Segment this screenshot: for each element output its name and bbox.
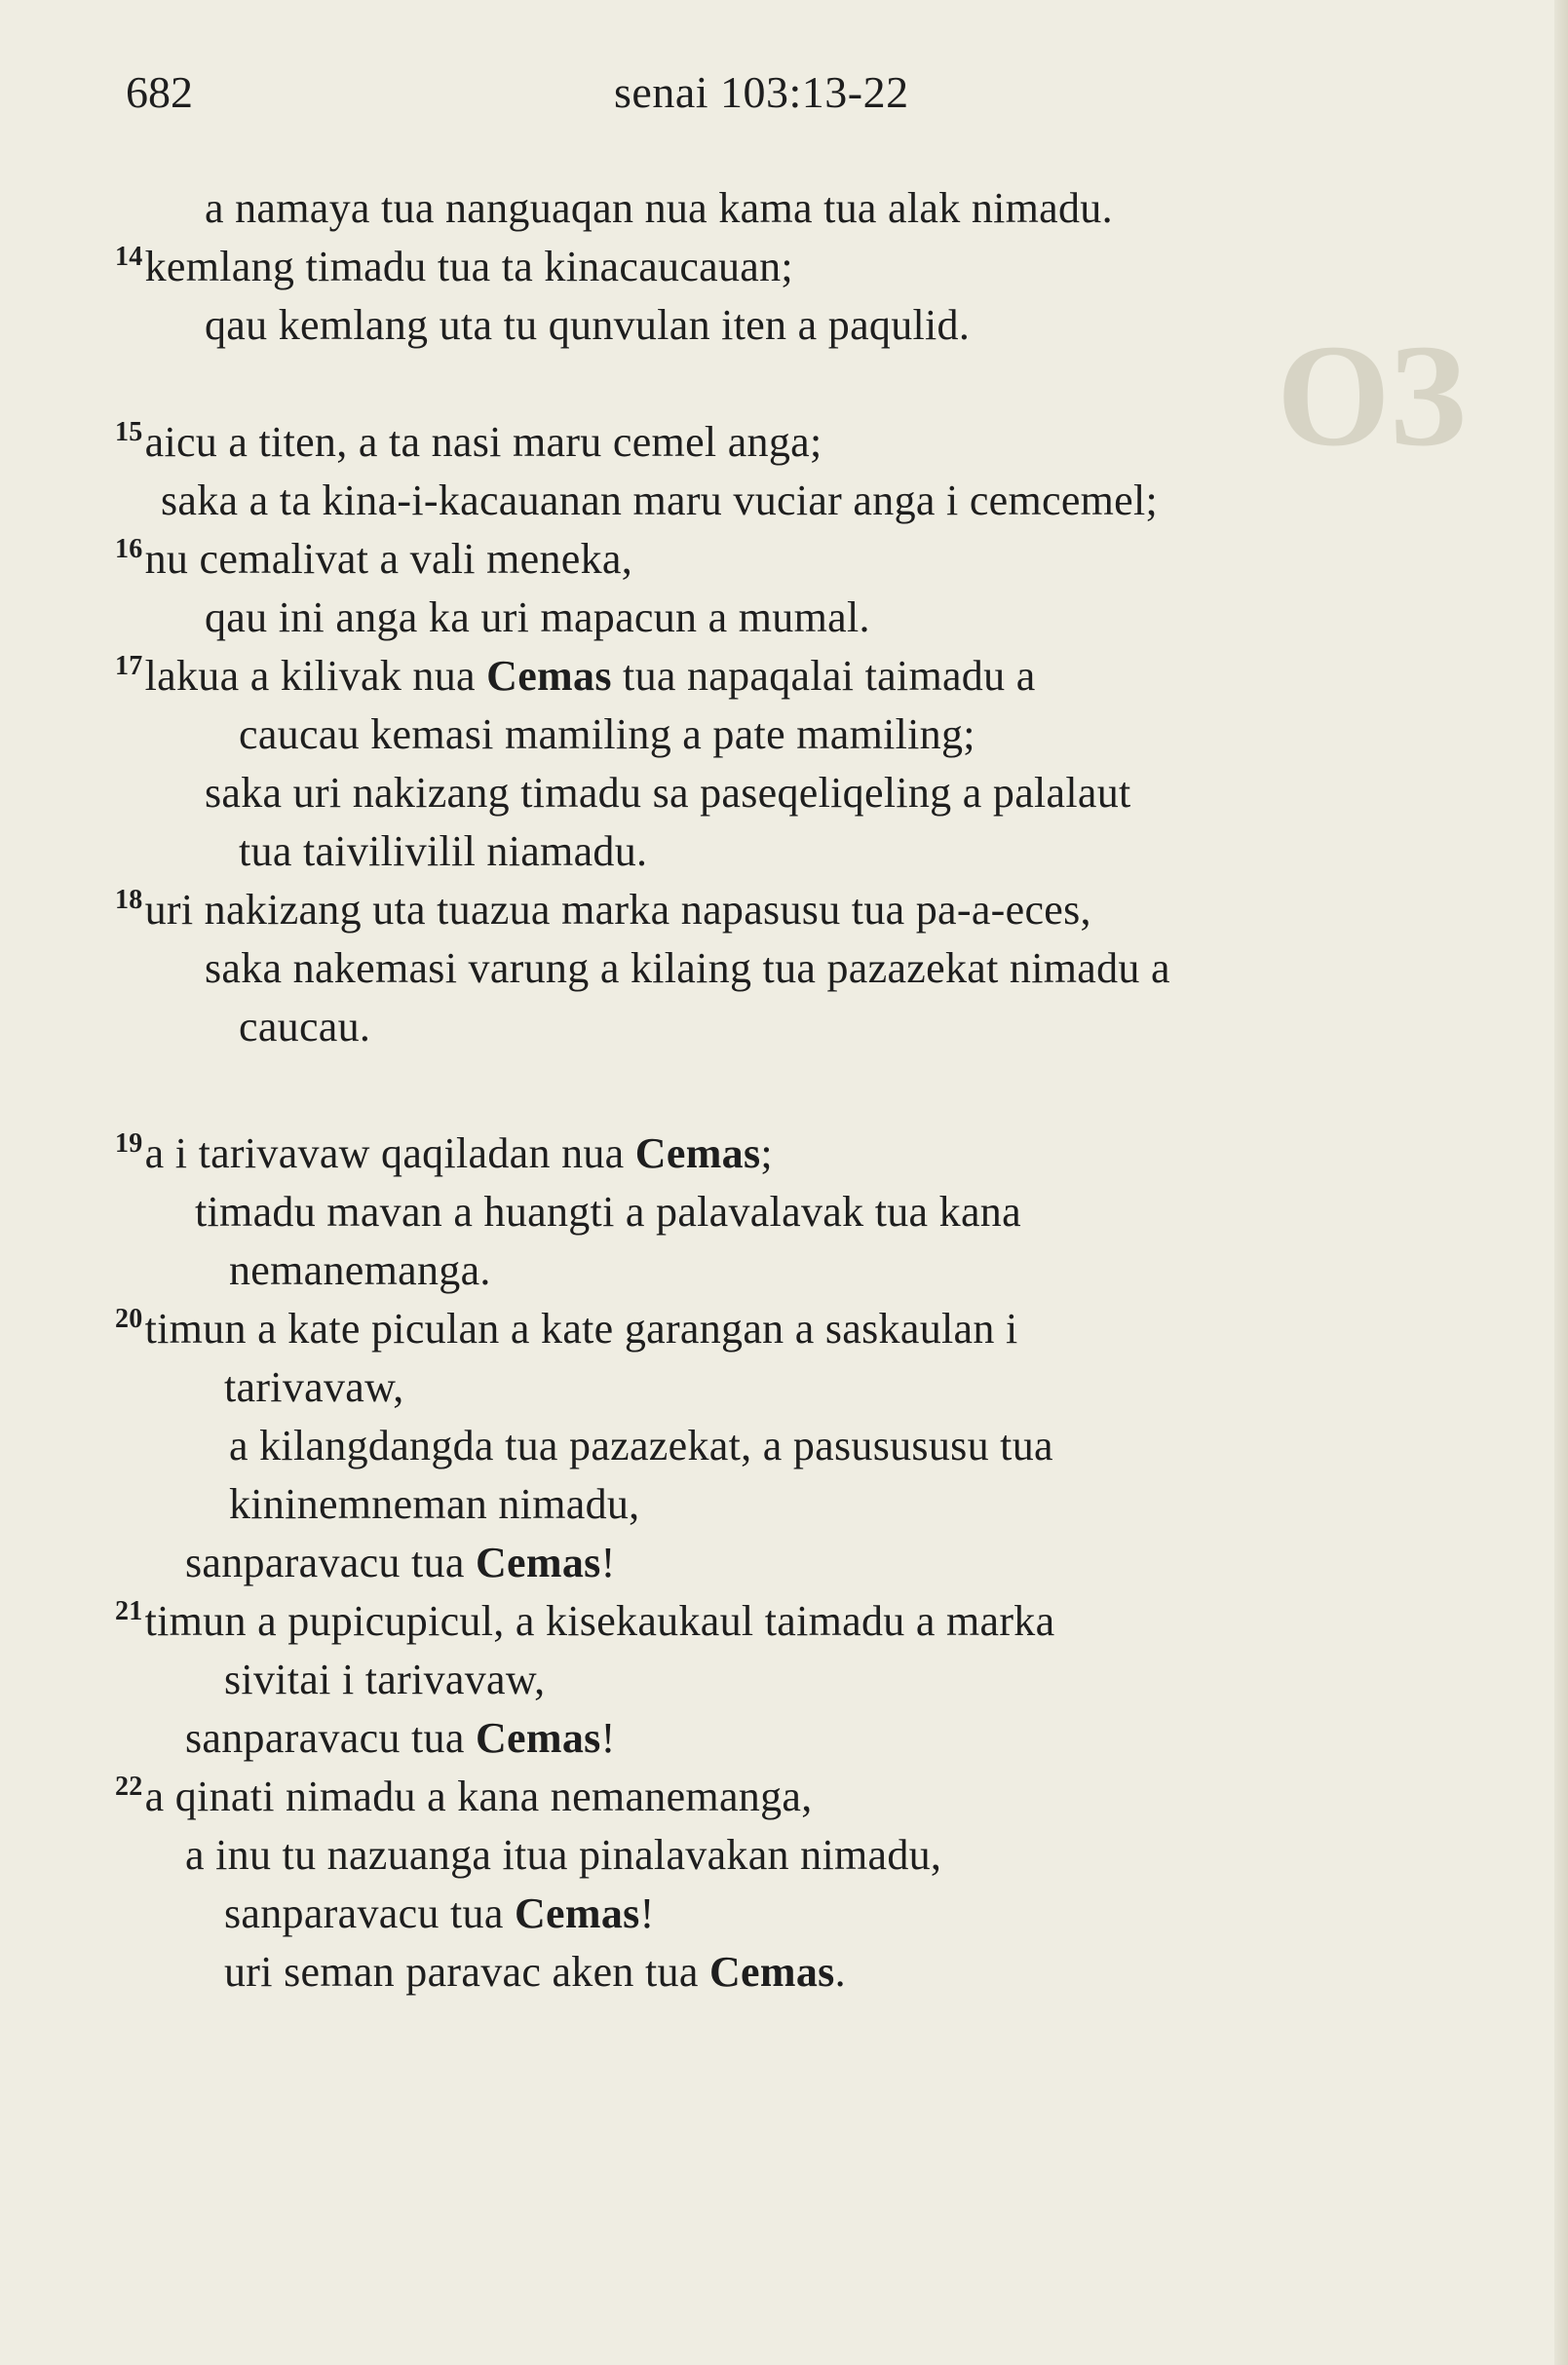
verse-line bbox=[237, 828, 647, 873]
verse-line bbox=[237, 1004, 370, 1049]
verse-line bbox=[115, 1306, 1017, 1351]
verse-text-segment: tarivavaw, bbox=[224, 1363, 404, 1411]
bleed-through-decoration: ƐO bbox=[1277, 315, 1468, 477]
emphasis-word: Cemas bbox=[475, 1714, 601, 1762]
verse-text-segment: timun a kate piculan a kate garangan a saskaulan i bbox=[144, 1305, 1018, 1353]
verse-number: 21 bbox=[115, 1596, 143, 1626]
verse-line bbox=[183, 1715, 616, 1760]
verse-line bbox=[115, 536, 632, 581]
verse-text-segment: aicu a titen, a ta nasi maru cemel anga; bbox=[144, 418, 822, 466]
verse-number: 16 bbox=[115, 534, 143, 564]
verse-text-segment: a kilangdangda tua pazazekat, a pasusususu tua bbox=[229, 1422, 1053, 1469]
verse-text-segment: saka uri nakizang timadu sa paseqeliqeling a palalaut bbox=[205, 769, 1131, 817]
verse-text-segment: kininemneman nimadu, bbox=[229, 1480, 640, 1528]
verse-text-segment: a namaya tua nanguaqan nua kama tua alak nimadu. bbox=[205, 184, 1113, 232]
verse-text-segment: qau kemlang uta tu qunvulan iten a paqulid. bbox=[205, 301, 971, 349]
verse-text-segment: caucau kemasi mamiling a pate mamiling; bbox=[239, 710, 975, 758]
verse-line bbox=[203, 945, 1170, 990]
verse-line bbox=[222, 1949, 846, 1994]
verse-text-segment: uri nakizang uta tuazua marka napasusu tua pa-a-eces, bbox=[144, 886, 1091, 934]
verse-line bbox=[222, 1657, 545, 1701]
verse-line bbox=[115, 1598, 1054, 1643]
verse-line bbox=[115, 1774, 813, 1818]
verse-line bbox=[227, 1423, 1053, 1468]
emphasis-word: Cemas bbox=[486, 652, 612, 700]
verse-text-segment: . bbox=[834, 1948, 846, 1996]
emphasis-word: Cemas bbox=[514, 1889, 640, 1937]
verse-line bbox=[222, 1364, 404, 1409]
verse-number: 22 bbox=[115, 1772, 143, 1802]
verse-line bbox=[237, 711, 975, 756]
verse-text-segment: lakua a kilivak nua bbox=[144, 652, 487, 700]
verse-number: 14 bbox=[115, 242, 143, 272]
verse-text-segment: saka a ta kina-i-kacauanan maru vuciar anga i cemcemel; bbox=[161, 477, 1159, 524]
verse-line bbox=[222, 1890, 655, 1935]
verse-line bbox=[203, 302, 970, 347]
verse-text-segment: ! bbox=[600, 1539, 616, 1586]
verse-line bbox=[115, 1130, 773, 1175]
verse-text-segment: a i tarivavaw qaqiladan nua bbox=[144, 1129, 635, 1177]
verse-text-segment: sanparavacu tua bbox=[185, 1714, 476, 1762]
verse-number: 19 bbox=[115, 1128, 143, 1159]
emphasis-word: Cemas bbox=[634, 1129, 761, 1177]
emphasis-word: Cemas bbox=[475, 1539, 601, 1586]
verse-text-segment: ! bbox=[639, 1889, 655, 1937]
verse-number: 18 bbox=[115, 885, 143, 915]
verse-text-segment: sanparavacu tua bbox=[224, 1889, 515, 1937]
verse-line bbox=[115, 244, 793, 288]
verse-line bbox=[115, 887, 1091, 932]
verse-line bbox=[203, 594, 870, 639]
verse-line bbox=[183, 1832, 941, 1877]
verse-line bbox=[115, 653, 1036, 698]
verse-text-segment: sanparavacu tua bbox=[185, 1539, 476, 1586]
verse-text-segment: saka nakemasi varung a kilaing tua pazazekat nimadu a bbox=[205, 944, 1170, 992]
verse-line bbox=[203, 185, 1113, 230]
verse-line bbox=[115, 419, 822, 464]
verse-text-segment: a qinati nimadu a kana nemanemanga, bbox=[144, 1773, 813, 1820]
verse-line bbox=[159, 477, 1158, 522]
verse-text-segment: ! bbox=[600, 1714, 616, 1762]
verse-text-segment: tua taivilivilil niamadu. bbox=[239, 827, 648, 875]
verse-text-segment: caucau. bbox=[239, 1003, 371, 1050]
chapter-reference: senai 103:13-22 bbox=[614, 67, 909, 117]
verse-line bbox=[183, 1540, 616, 1584]
page-header bbox=[0, 66, 1568, 125]
verse-text-segment: sivitai i tarivavaw, bbox=[224, 1656, 546, 1703]
verse-text-segment: timun a pupicupicul, a kisekaukaul taimadu a marka bbox=[144, 1597, 1055, 1645]
verse-line bbox=[203, 770, 1131, 815]
verse-text-segment: a inu tu nazuanga itua pinalavakan nimadu, bbox=[185, 1831, 942, 1879]
verse-line bbox=[227, 1247, 491, 1292]
verse-line bbox=[193, 1189, 1021, 1234]
verse-line bbox=[227, 1481, 639, 1526]
page-number: 682 bbox=[126, 67, 193, 117]
verse-text-segment: nu cemalivat a vali meneka, bbox=[144, 535, 633, 583]
verse-text-segment: nemanemanga. bbox=[229, 1246, 491, 1294]
verse-text-segment: kemlang timadu tua ta kinacaucauan; bbox=[144, 243, 793, 290]
emphasis-word: Cemas bbox=[708, 1948, 835, 1996]
verse-text-segment: qau ini anga ka uri mapacun a mumal. bbox=[205, 593, 870, 641]
verse-number: 15 bbox=[115, 417, 143, 447]
verse-text-segment: timadu mavan a huangti a palavalavak tua kana bbox=[195, 1188, 1021, 1236]
verse-text-segment: tua napaqalai taimadu a bbox=[611, 652, 1036, 700]
verse-text-segment: uri seman paravac aken tua bbox=[224, 1948, 709, 1996]
verse-number: 17 bbox=[115, 651, 143, 681]
verse-number: 20 bbox=[115, 1304, 143, 1334]
verse-text-segment: ; bbox=[760, 1129, 773, 1177]
